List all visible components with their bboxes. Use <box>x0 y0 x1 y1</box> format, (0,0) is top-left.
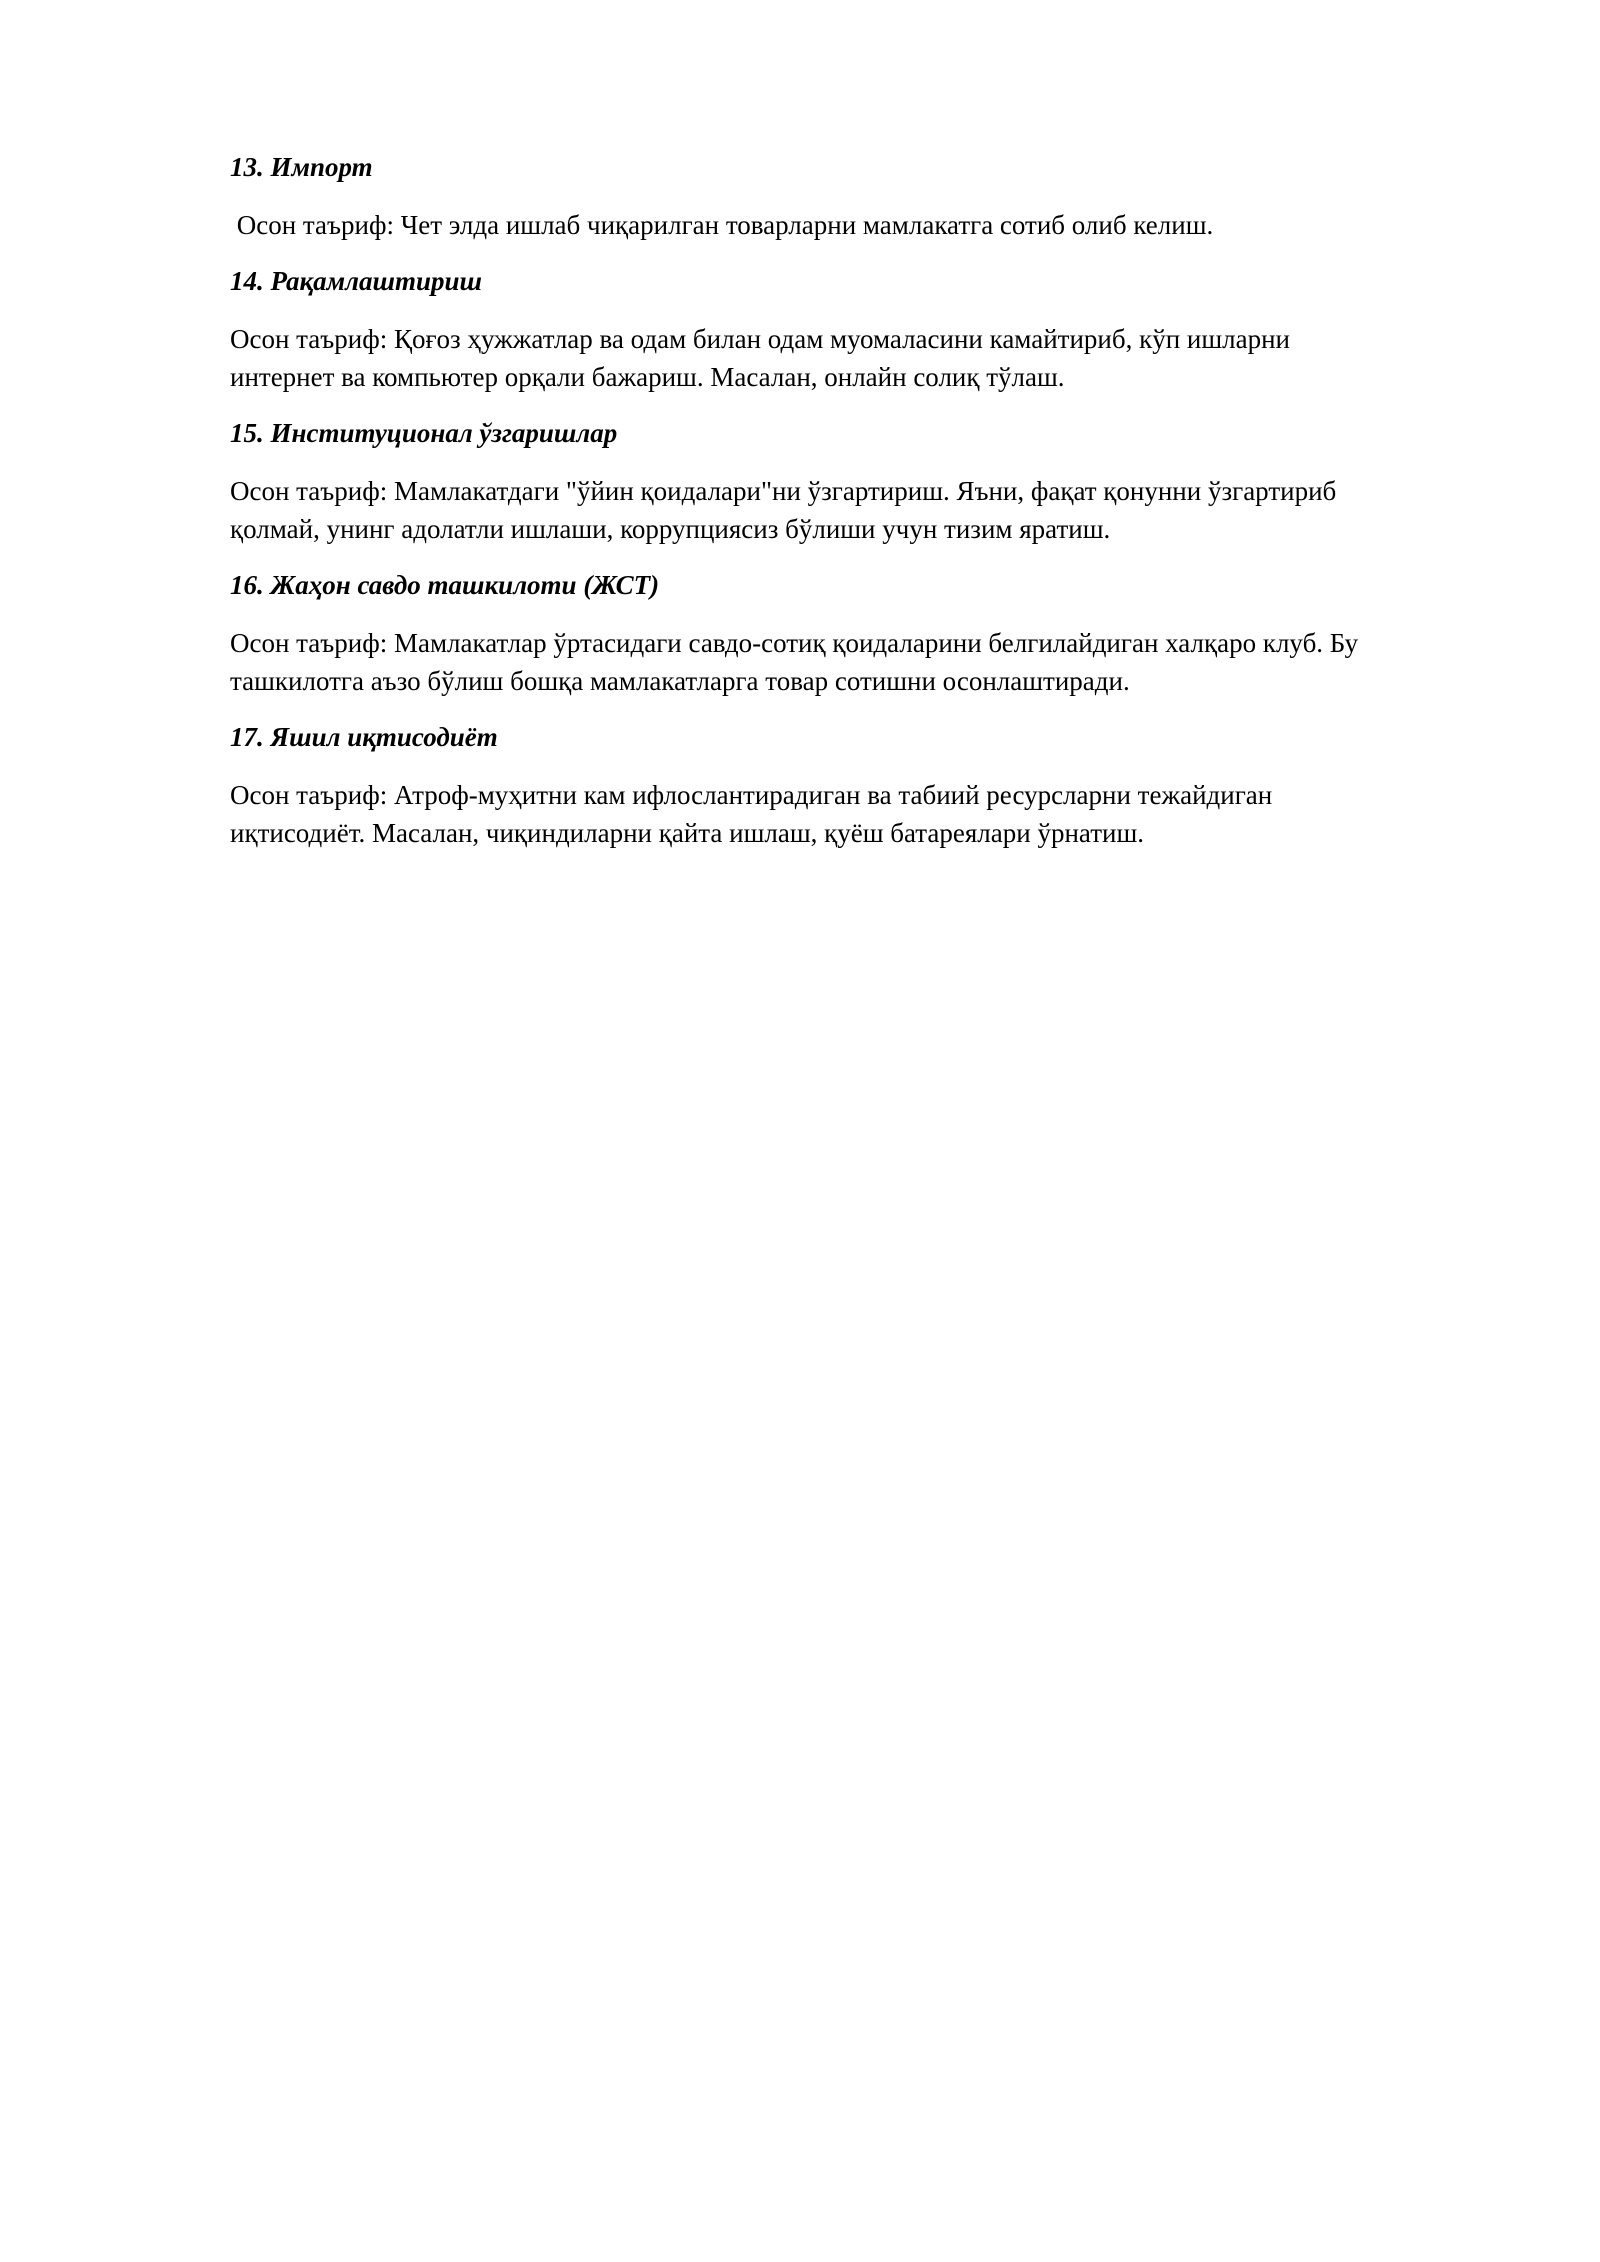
definition-line: қолмай, унинг адолатли ишлаши, коррупциясиз бўлиши учун тизим яратиш. <box>230 514 1111 544</box>
section-wto <box>230 566 1490 700</box>
section-definition <box>230 320 1490 396</box>
definition-line: интернет ва компьютер орқали бажариш. Масалан, онлайн солиқ тўлаш. <box>230 362 1065 392</box>
definition-line: ташкилотга аъзо бўлиш бошқа мамлакатларга товар сотишни осонлаштиради. <box>230 666 1130 696</box>
section-definition <box>230 624 1490 700</box>
section-definition <box>230 206 1490 244</box>
definition-line: Осон таъриф: Қоғоз ҳужжатлар ва одам билан одам муомаласини камайтириб, кўп ишларни <box>230 324 1290 354</box>
section-heading: 14. Рақамлаштириш <box>230 266 483 296</box>
definition-line: Осон таъриф: Мамлакатлар ўртасидаги савдо-сотиқ қоидаларини белгилайдиган халқаро клуб. Бу <box>230 628 1359 658</box>
section-heading: 15. Институционал ўзгаришлар <box>230 418 618 448</box>
section-definition <box>230 776 1490 852</box>
section-heading: 13. Импорт <box>230 152 373 182</box>
section-institutional-changes <box>230 414 1490 548</box>
section-definition <box>230 472 1490 548</box>
definition-line: иқтисодиёт. Масалан, чиқиндиларни қайта ишлаш, қуёш батареялари ўрнатиш. <box>230 818 1144 848</box>
section-green-economy <box>230 718 1490 852</box>
section-heading: 16. Жаҳон савдо ташкилоти (ЖСТ) <box>230 570 660 600</box>
definition-line: Осон таъриф: Чет элда ишлаб чиқарилган товарларни мамлакатга сотиб олиб келиш. <box>230 210 1214 240</box>
definition-line: Осон таъриф: Мамлакатдаги "ўйин қоидалари"ни ўзгартириш. Яъни, фақат қонунни ўзгартириб <box>230 476 1337 506</box>
section-digitalization <box>230 262 1490 396</box>
section-heading: 17. Яшил иқтисодиёт <box>230 722 498 752</box>
section-import <box>230 148 1490 244</box>
definition-line: Осон таъриф: Атроф-муҳитни кам ифлослантирадиган ва табиий ресурсларни тежайдиган <box>230 780 1273 810</box>
document-page <box>230 148 1490 870</box>
